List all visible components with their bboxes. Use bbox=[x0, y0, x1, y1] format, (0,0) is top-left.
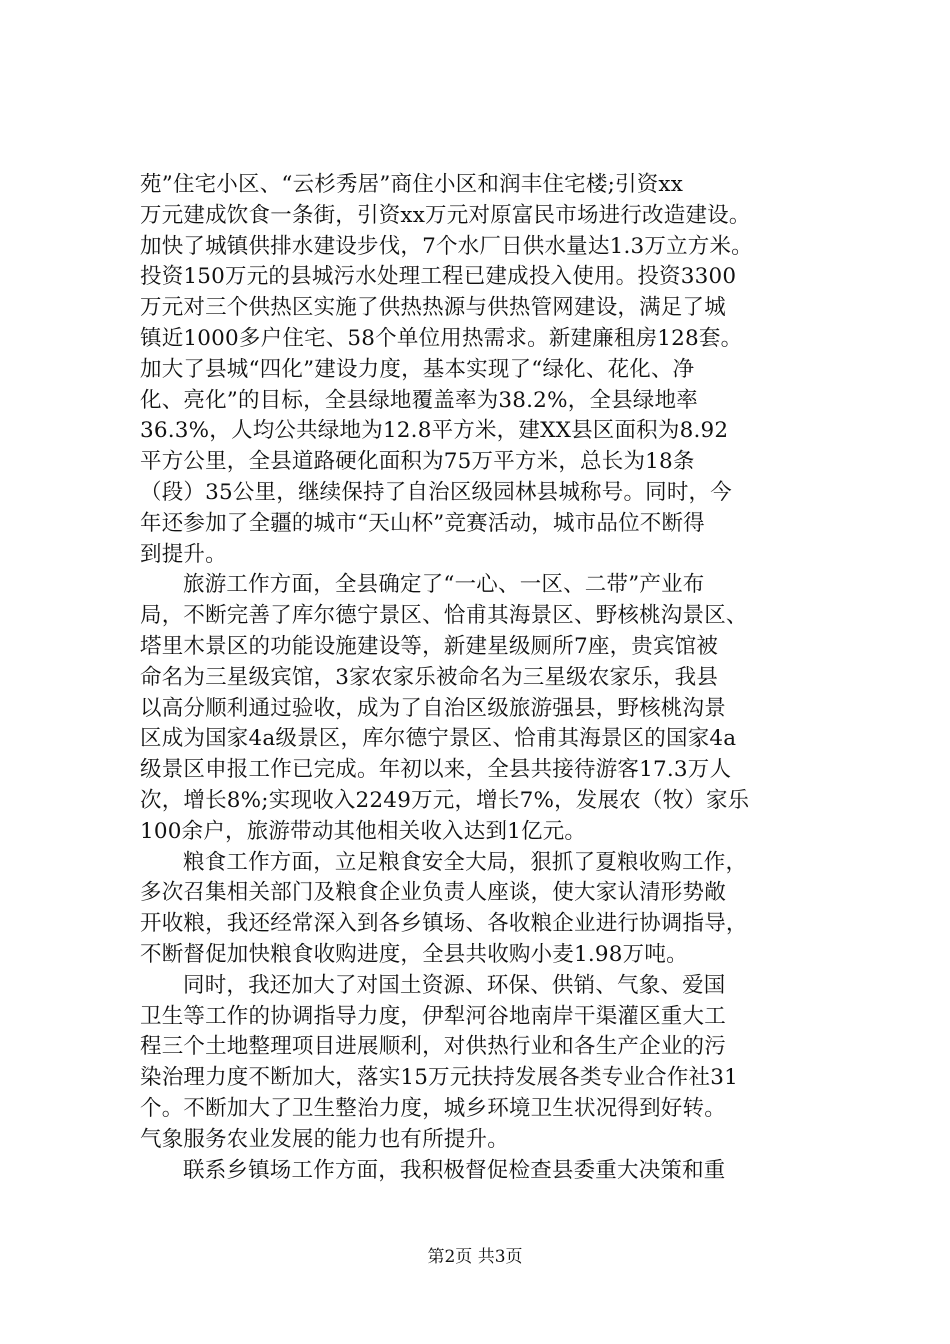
text-line: 级景区申报工作已完成。年初以来，全县共接待游客17.3万人 bbox=[140, 757, 732, 783]
text-line: 气象服务农业发展的能力也有所提升。 bbox=[140, 1126, 509, 1152]
text-line: 局，不断完善了库尔德宁景区、恰甫其海景区、野核桃沟景区、 bbox=[140, 603, 748, 629]
text-line: 年还参加了全疆的城市“天山杯”竞赛活动，城市品位不断得 bbox=[140, 510, 705, 536]
text-line: 程三个土地整理项目进展顺利，对供热行业和各生产企业的污 bbox=[140, 1034, 726, 1060]
text-line: 开收粮，我还经常深入到各乡镇场、各收粮企业进行协调指导， bbox=[140, 911, 748, 937]
page-number: 第2页 共3页 bbox=[427, 1247, 523, 1267]
text-line: 投资150万元的县城污水处理工程已建成投入使用。投资3300 bbox=[140, 264, 737, 290]
text-line: 塔里木景区的功能设施建设等，新建星级厕所7座，贵宾馆被 bbox=[140, 633, 719, 659]
text-line: 100余户，旅游带动其他相关收入达到1亿元。 bbox=[140, 818, 587, 844]
document-body bbox=[140, 170, 820, 1186]
text-line: 36.3%，人均公共绿地为12.8平方米，建XX县区面积为8.92 bbox=[140, 418, 729, 444]
text-line: 个。不断加大了卫生整治力度，城乡环境卫生状况得到好转。 bbox=[140, 1095, 726, 1121]
text-line: 到提升。 bbox=[140, 541, 227, 567]
text-line: 苑”住宅小区、“云杉秀居”商住小区和润丰住宅楼;引资xx bbox=[140, 172, 684, 197]
text-line: 加快了城镇供排水建设步伐，7个水厂日供水量达1.3万立方米。 bbox=[140, 233, 753, 259]
text-line: 染治理力度不断加大，落实15万元扶持发展各类专业合作社31 bbox=[140, 1065, 739, 1091]
text-line: 平方公里，全县道路硬化面积为75万平方米，总长为18条 bbox=[140, 449, 695, 475]
paragraph-first-line: 旅游工作方面，全县确定了“一心、一区、二带”产业布 bbox=[183, 572, 705, 598]
text-line: 镇近1000多户住宅、58个单位用热需求。新建廉租房128套。 bbox=[140, 325, 743, 351]
text-line: 区成为国家4a级景区，库尔德宁景区、恰甫其海景区的国家4a bbox=[140, 726, 737, 752]
text-line: 以高分顺利通过验收，成为了自治区级旅游强县，野核桃沟景 bbox=[140, 695, 726, 721]
text-line: （段）35公里，继续保持了自治区级园林县城称号。同时，今 bbox=[140, 479, 732, 505]
text-line: 不断督促加快粮食收购进度，全县共收购小麦1.98万吨。 bbox=[140, 941, 688, 967]
page-footer bbox=[0, 1247, 950, 1267]
text-line: 万元对三个供热区实施了供热热源与供热管网建设，满足了城 bbox=[140, 295, 726, 321]
text-line: 命名为三星级宾馆，3家农家乐被命名为三星级农家乐，我县 bbox=[140, 664, 719, 690]
text-line: 次，增长8%;实现收入2249万元，增长7%，发展农（牧）家乐 bbox=[140, 787, 750, 813]
text-line: 多次召集相关部门及粮食企业负责人座谈，使大家认清形势敞 bbox=[140, 880, 726, 906]
paragraph-first-line: 粮食工作方面，立足粮食安全大局，狠抓了夏粮收购工作， bbox=[183, 849, 748, 875]
paragraph-first-line: 联系乡镇场工作方面，我积极督促检查县委重大决策和重 bbox=[183, 1157, 726, 1183]
text-line: 万元建成饮食一条街，引资xx万元对原富民市场进行改造建设。 bbox=[140, 202, 751, 228]
text-line: 化、亮化”的目标，全县绿地覆盖率为38.2%，全县绿地率 bbox=[140, 387, 698, 413]
text-line: 加大了县城“四化”建设力度，基本实现了“绿化、花化、净 bbox=[140, 356, 695, 382]
text-line: 卫生等工作的协调指导力度，伊犁河谷地南岸干渠灌区重大工 bbox=[140, 1003, 726, 1029]
paragraph-first-line: 同时，我还加大了对国土资源、环保、供销、气象、爱国 bbox=[183, 972, 726, 998]
